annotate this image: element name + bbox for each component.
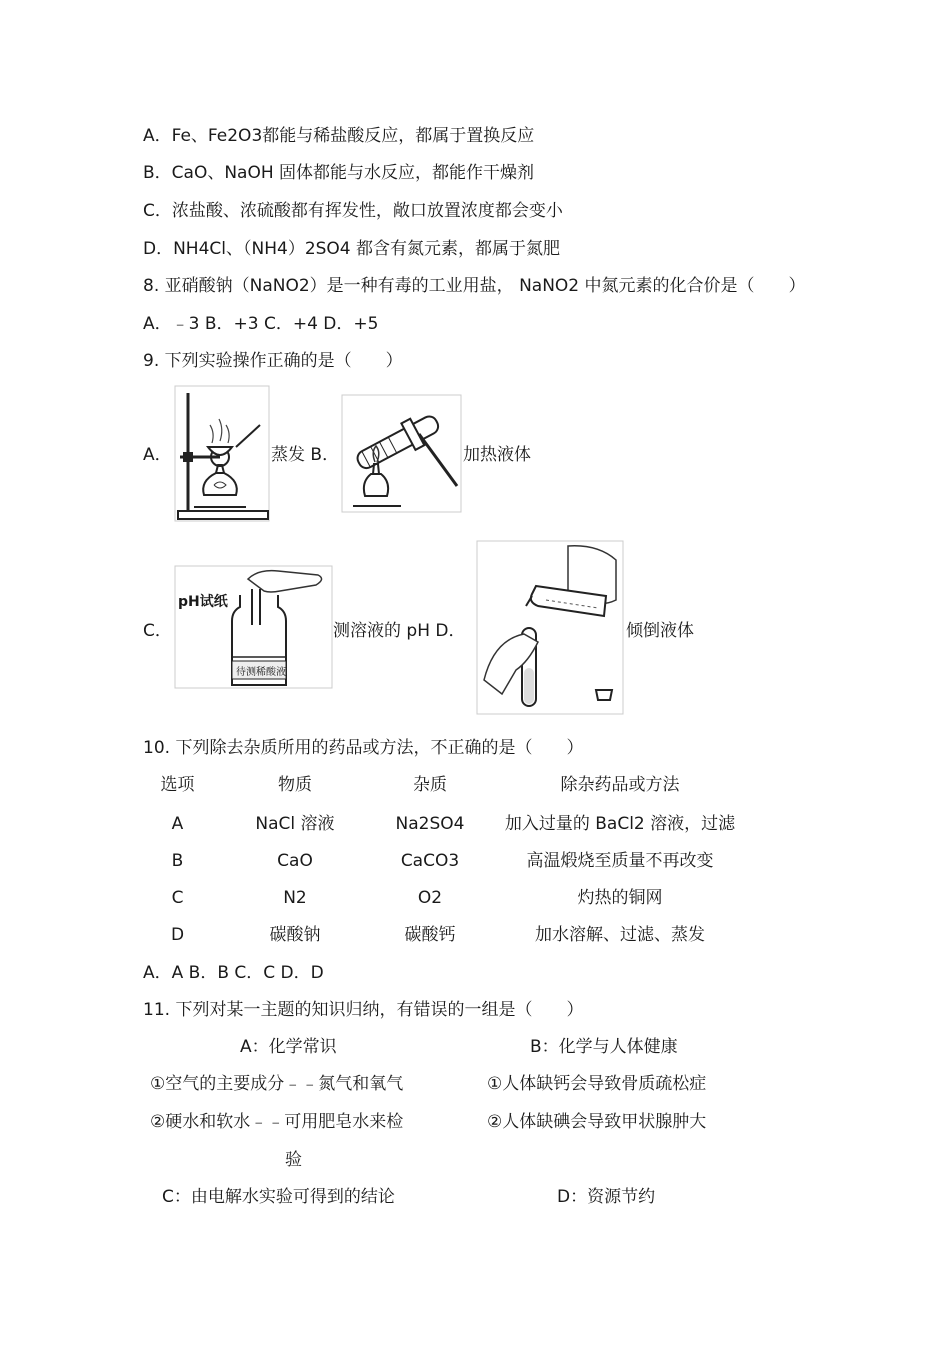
- pouring-liquid-image: [476, 540, 624, 715]
- q7-option-b: B．CaO、NaOH 固体都能与水反应，都能作干燥剂: [143, 163, 535, 183]
- heating-liquid-image: [341, 394, 462, 513]
- q10-header: 除杂药品或方法: [560, 775, 680, 795]
- q11-c-title: C：由电解水实验可得到的结论: [162, 1187, 395, 1207]
- q9-stem: 9. 下列实验操作正确的是（ ）: [143, 351, 403, 371]
- q9-text-c: 测溶液的 pH D．: [333, 621, 466, 641]
- q10-cell: NaCl 溶液: [255, 814, 335, 834]
- q10-cell: O2: [417, 888, 443, 908]
- q7-option-d: D．NH4Cl、（NH4）2SO4 都含有氮元素，都属于氮肥: [143, 239, 561, 259]
- q7-option-c: C．浓盐酸、浓硫酸都有挥发性，敞口放置浓度都会变小: [143, 201, 563, 221]
- q8-options: A．﹣3 B．+3 C．+4 D．+5: [143, 314, 379, 334]
- q10-cell: 加入过量的 BaCl2 溶液，过滤: [504, 814, 736, 834]
- q10-cell: Na2SO4: [395, 814, 465, 834]
- q11-stem: 11. 下列对某一主题的知识归纳，有错误的一组是（ ）: [143, 1000, 584, 1020]
- q10-header: 选项: [160, 775, 195, 795]
- q11-b-item1: ①人体缺钙会导致骨质疏松症: [487, 1074, 707, 1094]
- q10-cell: 加水溶解、过滤、蒸发: [535, 925, 705, 945]
- ph-paper-label: pH试纸: [178, 594, 228, 610]
- q11-b-title: B：化学与人体健康: [530, 1037, 678, 1057]
- q10-cell: A: [171, 814, 184, 834]
- q10-header: 杂质: [413, 775, 447, 795]
- ph-test-image: [174, 565, 333, 689]
- q10-cell: CaO: [277, 851, 313, 871]
- q11-b-item2: ②人体缺碘会导致甲状腺肿大: [487, 1112, 707, 1132]
- q10-cell: N2: [283, 888, 307, 908]
- q11-a-item2: ②硬水和软水﹣﹣可用肥皂水来检: [150, 1112, 404, 1132]
- q9-label-a: A．: [143, 445, 172, 465]
- q11-d-title: D：资源节约: [557, 1187, 656, 1207]
- evaporation-apparatus-image: [174, 385, 270, 522]
- q10-cell: 碳酸钠: [269, 925, 321, 945]
- q10-cell: D: [170, 925, 185, 945]
- q7-option-a: A．Fe、Fe2O3都能与稀盐酸反应，都属于置换反应: [143, 126, 535, 146]
- q10-options: A．A B．B C．C D．D: [143, 963, 324, 983]
- q10-cell: B: [171, 851, 184, 871]
- q10-cell: C: [171, 888, 184, 908]
- q11-a-title: A：化学常识: [240, 1037, 337, 1057]
- q10-header: 物质: [278, 775, 312, 795]
- q10-cell: 高温煅烧至质量不再改变: [526, 851, 714, 871]
- bottle-label: 待测稀酸液: [236, 667, 286, 678]
- q11-a-item1: ①空气的主要成分﹣﹣氮气和氧气: [150, 1074, 404, 1094]
- q10-cell: 灼热的铜网: [577, 888, 663, 908]
- q10-stem: 10. 下列除去杂质所用的药品或方法，不正确的是（ ）: [143, 738, 584, 758]
- q10-cell: 碳酸钙: [404, 925, 456, 945]
- q9-text-a: 蒸发 B．: [271, 445, 340, 465]
- q9-text-b: 加热液体: [463, 445, 531, 465]
- q9-label-c: C．: [143, 621, 172, 641]
- q10-cell: CaCO3: [400, 851, 460, 871]
- q11-a-item2-cont: 验: [285, 1150, 302, 1170]
- q8-stem: 8. 亚硝酸钠（NaNO2）是一种有毒的工业用盐， NaNO2 中氮元素的化合价是（ ）: [143, 276, 806, 296]
- q9-text-d: 倾倒液体: [626, 621, 694, 641]
